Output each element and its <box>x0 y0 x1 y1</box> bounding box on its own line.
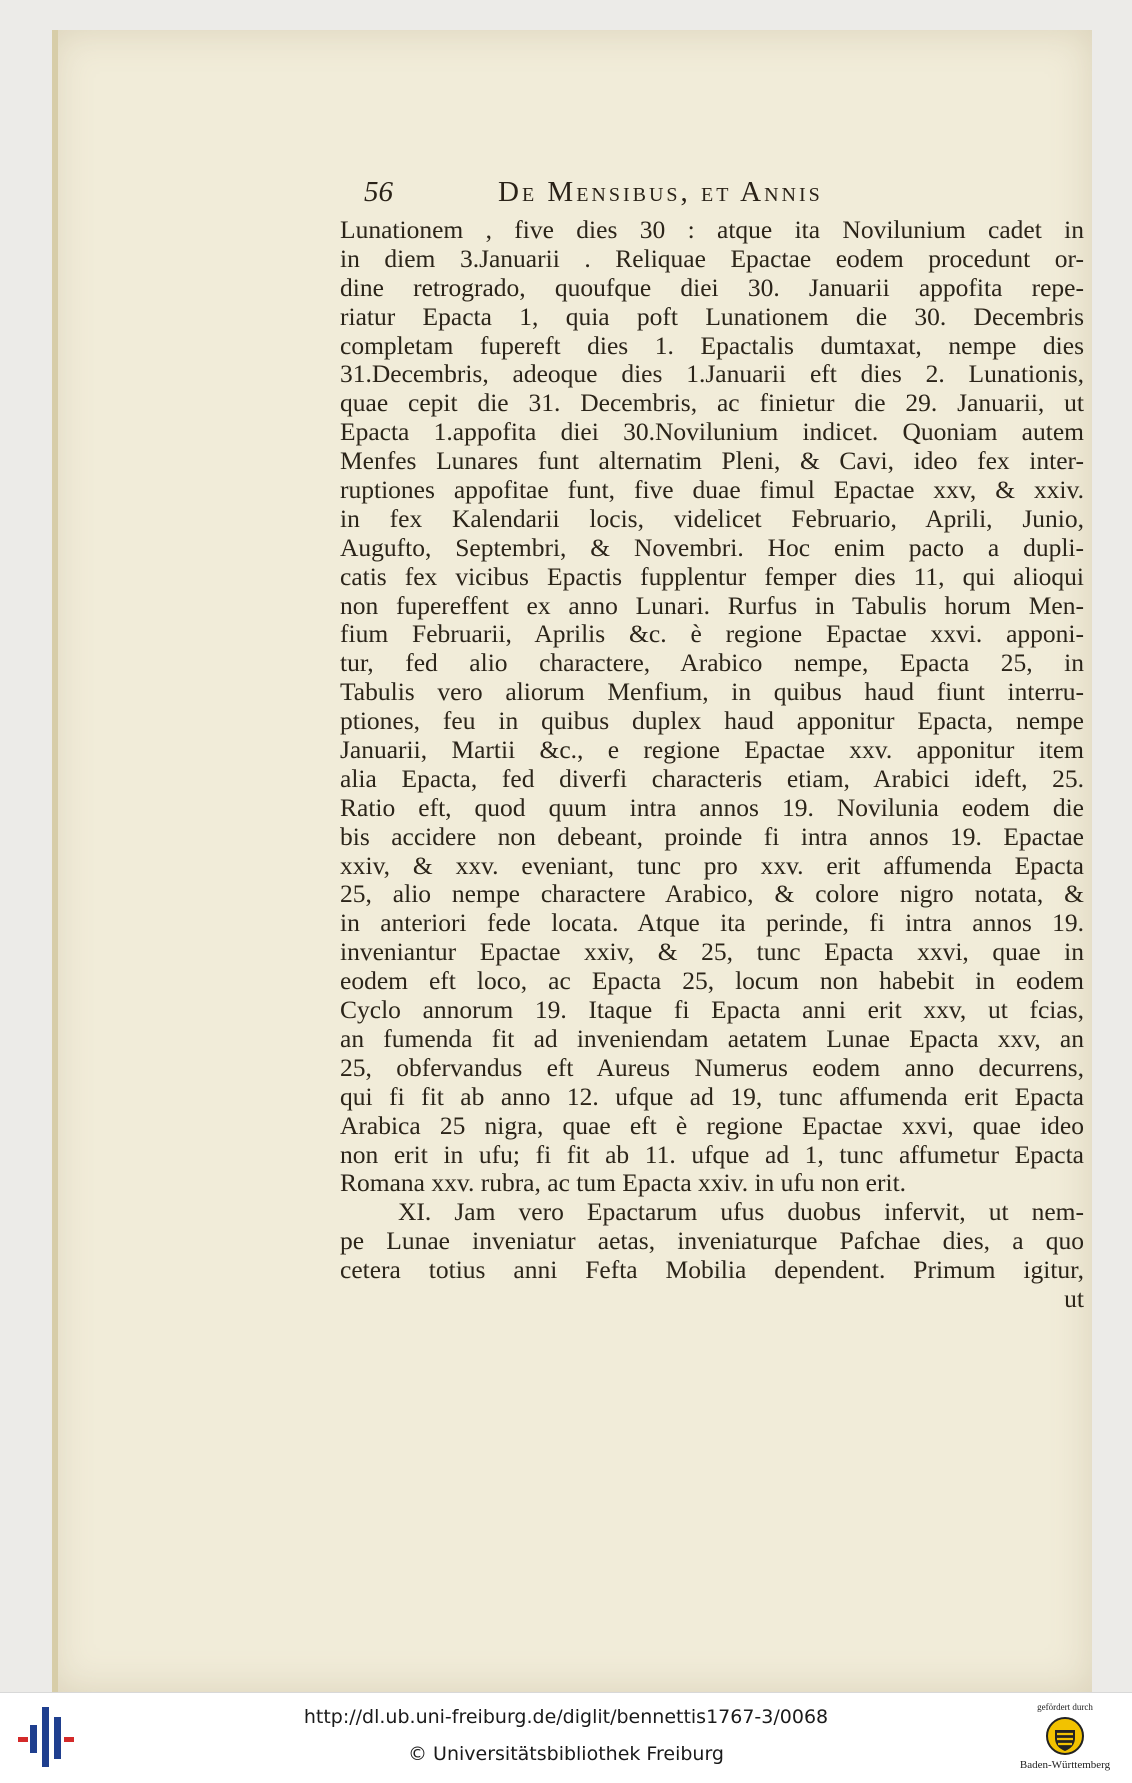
text-line: Cyclo annorum 19. Itaque fi Epacta anni erit xxv, ut fcias, <box>340 995 1084 1025</box>
text-line: Ratio eft, quod quum intra annos 19. Novilunia eodem die <box>340 792 1084 822</box>
text-line: in anteriori fede locata. Atque ita perinde, fi intra annos 19. <box>340 908 1084 938</box>
baden-wuerttemberg-crest-icon <box>1045 1716 1085 1756</box>
text-line: Augufto, Septembri, & Novembri. Hoc enim pacto a dupli- <box>340 532 1084 562</box>
text-line: fium Februarii, Aprilis &c. è regione Epactae xxvi. apponi- <box>340 619 1084 649</box>
sponsor-name: Baden-Württemberg <box>1019 1759 1111 1771</box>
text-line: eodem eft loco, ac Epacta 25, locum non habebit in eodem <box>340 966 1084 996</box>
text-line: qui fi fit ab anno 12. ufque ad 19, tunc affumenda erit Epacta <box>340 1081 1084 1111</box>
page-binding-edge <box>52 30 58 1692</box>
text-line: XI. Jam vero Epactarum ufus duobus infervit, ut nem- <box>398 1197 1084 1227</box>
text-line: xxiv, & xxv. eveniant, tunc pro xxv. erit affumenda Epacta <box>340 850 1084 880</box>
text-line: alia Epacta, fed diverfi characteris etiam, Arabici ideft, 25. <box>340 763 1084 793</box>
text-line: Epacta 1.appofita diei 30.Novilunium indicet. Quoniam autem <box>340 417 1084 447</box>
text-line: Menfes Lunares funt alternatim Pleni, & Cavi, ideo fex inter- <box>340 446 1084 476</box>
text-line: Tabulis vero aliorum Menfium, in quibus haud fiunt interru- <box>340 677 1084 707</box>
permalink-url[interactable]: http://dl.ub.uni-freiburg.de/diglit/bennettis1767-3/0068 <box>303 1706 829 1728</box>
text-line: cetera totius anni Fefta Mobilia dependent. Primum igitur, <box>340 1255 1084 1285</box>
text-line: Romana xxv. rubra, ac tum Epacta xxiv. in ufu non erit. <box>340 1168 907 1198</box>
text-line: catis fex vicibus Epactis fupplentur femper dies 11, qui alioqui <box>340 561 1084 591</box>
sponsor-label: gefördert durch <box>1037 1702 1093 1712</box>
text-line: 31.Decembris, adeoque dies 1.Januarii eft dies 2. Lunationis, <box>340 359 1084 389</box>
text-line: quae cepit die 31. Decembris, ac finietur die 29. Januarii, ut <box>340 388 1084 418</box>
text-line: non fupereffent ex anno Lunari. Rurfus in Tabulis horum Men- <box>340 590 1084 620</box>
page-header <box>364 176 1084 216</box>
text-line: ptiones, feu in quibus duplex haud apponitur Epacta, nempe <box>340 706 1084 736</box>
sponsor-block <box>1000 1697 1130 1781</box>
text-line: Lunationem , five dies 30 : atque ita Novilunium cadet in <box>340 215 1084 244</box>
copyright-notice: © Universitätsbibliothek Freiburg <box>408 1743 724 1765</box>
text-line: tur, fed alio charactere, Arabico nempe, Epacta 25, in <box>340 648 1084 678</box>
body-text <box>340 216 1084 1314</box>
text-line: non erit in ufu; fi fit ab 11. ufque ad 1, tunc affumetur Epacta <box>340 1139 1084 1169</box>
catchword: ut <box>1064 1283 1084 1313</box>
text-line: in fex Kalendarii locis, videlicet Februario, Aprili, Junio, <box>340 503 1084 533</box>
text-line: bis accidere non debeant, proinde fi intra annos 19. Epactae <box>340 821 1084 851</box>
running-title: De Mensibus, et Annis <box>498 176 823 208</box>
text-line: pe Lunae inveniatur aetas, inveniaturque Pafchae dies, a quo <box>340 1226 1084 1256</box>
text-line: inveniantur Epactae xxiv, & 25, tunc Epacta xxvi, quae in <box>340 937 1084 967</box>
text-line: 25, obfervandus eft Aureus Numerus eodem anno decurrens, <box>340 1052 1084 1082</box>
text-line: riatur Epacta 1, quia poft Lunationem die 30. Decembris <box>340 301 1084 331</box>
text-line: an fumenda fit ad inveniendam aetatem Lunae Epacta xxv, an <box>340 1023 1084 1053</box>
text-line: ruptiones appofitae funt, five duae fimul Epactae xxv, & xxiv. <box>340 475 1084 505</box>
text-line: Arabica 25 nigra, quae eft è regione Epactae xxvi, quae ideo <box>340 1110 1084 1140</box>
text-line: Januarii, Martii &c., e regione Epactae xxv. apponitur item <box>340 735 1084 765</box>
viewer-footer <box>0 1692 1132 1783</box>
page-number: 56 <box>364 176 393 208</box>
text-line: 25, alio nempe charactere Arabico, & colore nigro notata, & <box>340 879 1084 909</box>
text-line: in diem 3.Januarii . Reliquae Epactae eodem procedunt or- <box>340 243 1084 273</box>
text-line: completam fupereft dies 1. Epactalis dumtaxat, nempe dies <box>340 330 1084 360</box>
text-line: dine retrogrado, quoufque diei 30. Januarii appofita repe- <box>340 272 1084 302</box>
